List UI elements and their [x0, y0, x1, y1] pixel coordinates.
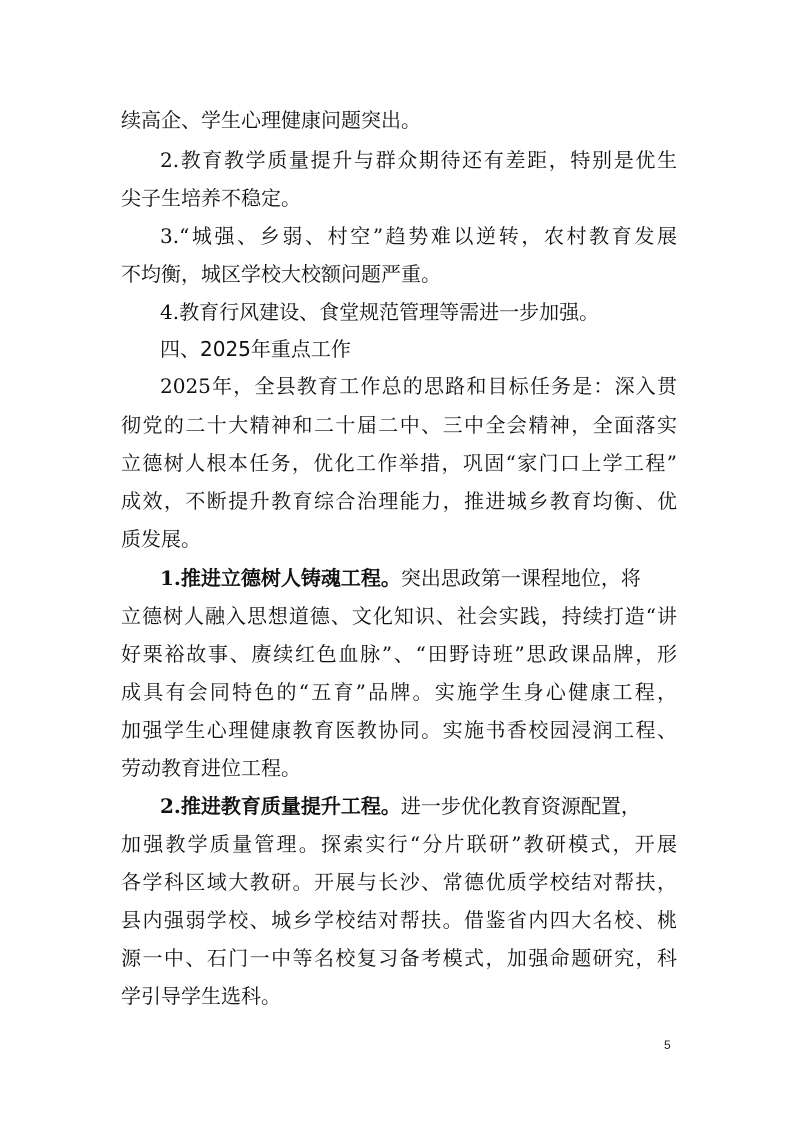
text-line: 劳动教育进位工程。	[121, 756, 301, 780]
text-line: 成具有会同特色的“五育”品牌。实施学生身心健康工程，	[121, 680, 677, 704]
text-line: 加强学生心理健康教育医教协同。实施书香校园浸润工程、	[121, 718, 677, 742]
text-line: 尖子生培养不稳定。	[121, 186, 301, 210]
page-number: 5	[664, 1038, 671, 1052]
text-line: 加强教学质量管理。探索实行“分片联研”教研模式，开展	[121, 832, 677, 856]
text-line: 成效，不断提升教育综合治理能力，推进城乡教育均衡、优	[121, 489, 677, 513]
text-line: 2.推进教育质量提升工程。进一步优化教育资源配置，	[160, 794, 641, 818]
text-line: 1.推进立德树人铸魂工程。突出思政第一课程地位，将	[160, 566, 641, 590]
text-line: 2025年，全县教育工作总的思路和目标任务是：深入贯	[160, 374, 677, 398]
section-heading: 四、2025年重点工作	[160, 337, 351, 361]
bold-lead: 1.推进立德树人铸魂工程。	[160, 566, 401, 590]
text-line: 立德树人融入思想道德、文化知识、社会实践，持续打造“讲	[121, 604, 677, 628]
bold-lead: 2.推进教育质量提升工程。	[160, 794, 401, 818]
text-line: 4.教育行风建设、食堂规范管理等需进一步加强。	[160, 300, 600, 324]
text-line: 续高企、学生心理健康问题突出。	[121, 108, 421, 132]
text-line: 县内强弱学校、城乡学校结对帮扶。借鉴省内四大名校、桃	[121, 908, 677, 932]
text-line: 学引导学生选科。	[121, 984, 281, 1008]
text-line: 不均衡，城区学校大校额问题严重。	[121, 262, 441, 286]
text-line: 好栗裕故事、赓续红色血脉”、“田野诗班”思政课品牌，形	[121, 642, 677, 666]
text-line: 立德树人根本任务，优化工作举措，巩固“家门口上学工程”	[121, 451, 677, 475]
text-line: 彻党的二十大精神和二十届二中、三中全会精神，全面落实	[121, 413, 677, 437]
text-line: 质发展。	[121, 527, 201, 551]
text-line: 3.“城强、乡弱、村空”趋势难以逆转，农村教育发展	[160, 224, 677, 248]
text-line: 源一中、石门一中等名校复习备考模式，加强命题研究，科	[121, 946, 677, 970]
text-line: 2.教育教学质量提升与群众期待还有差距，特别是优生	[160, 148, 677, 172]
text-line: 各学科区域大教研。开展与长沙、常德优质学校结对帮扶，	[121, 870, 677, 894]
